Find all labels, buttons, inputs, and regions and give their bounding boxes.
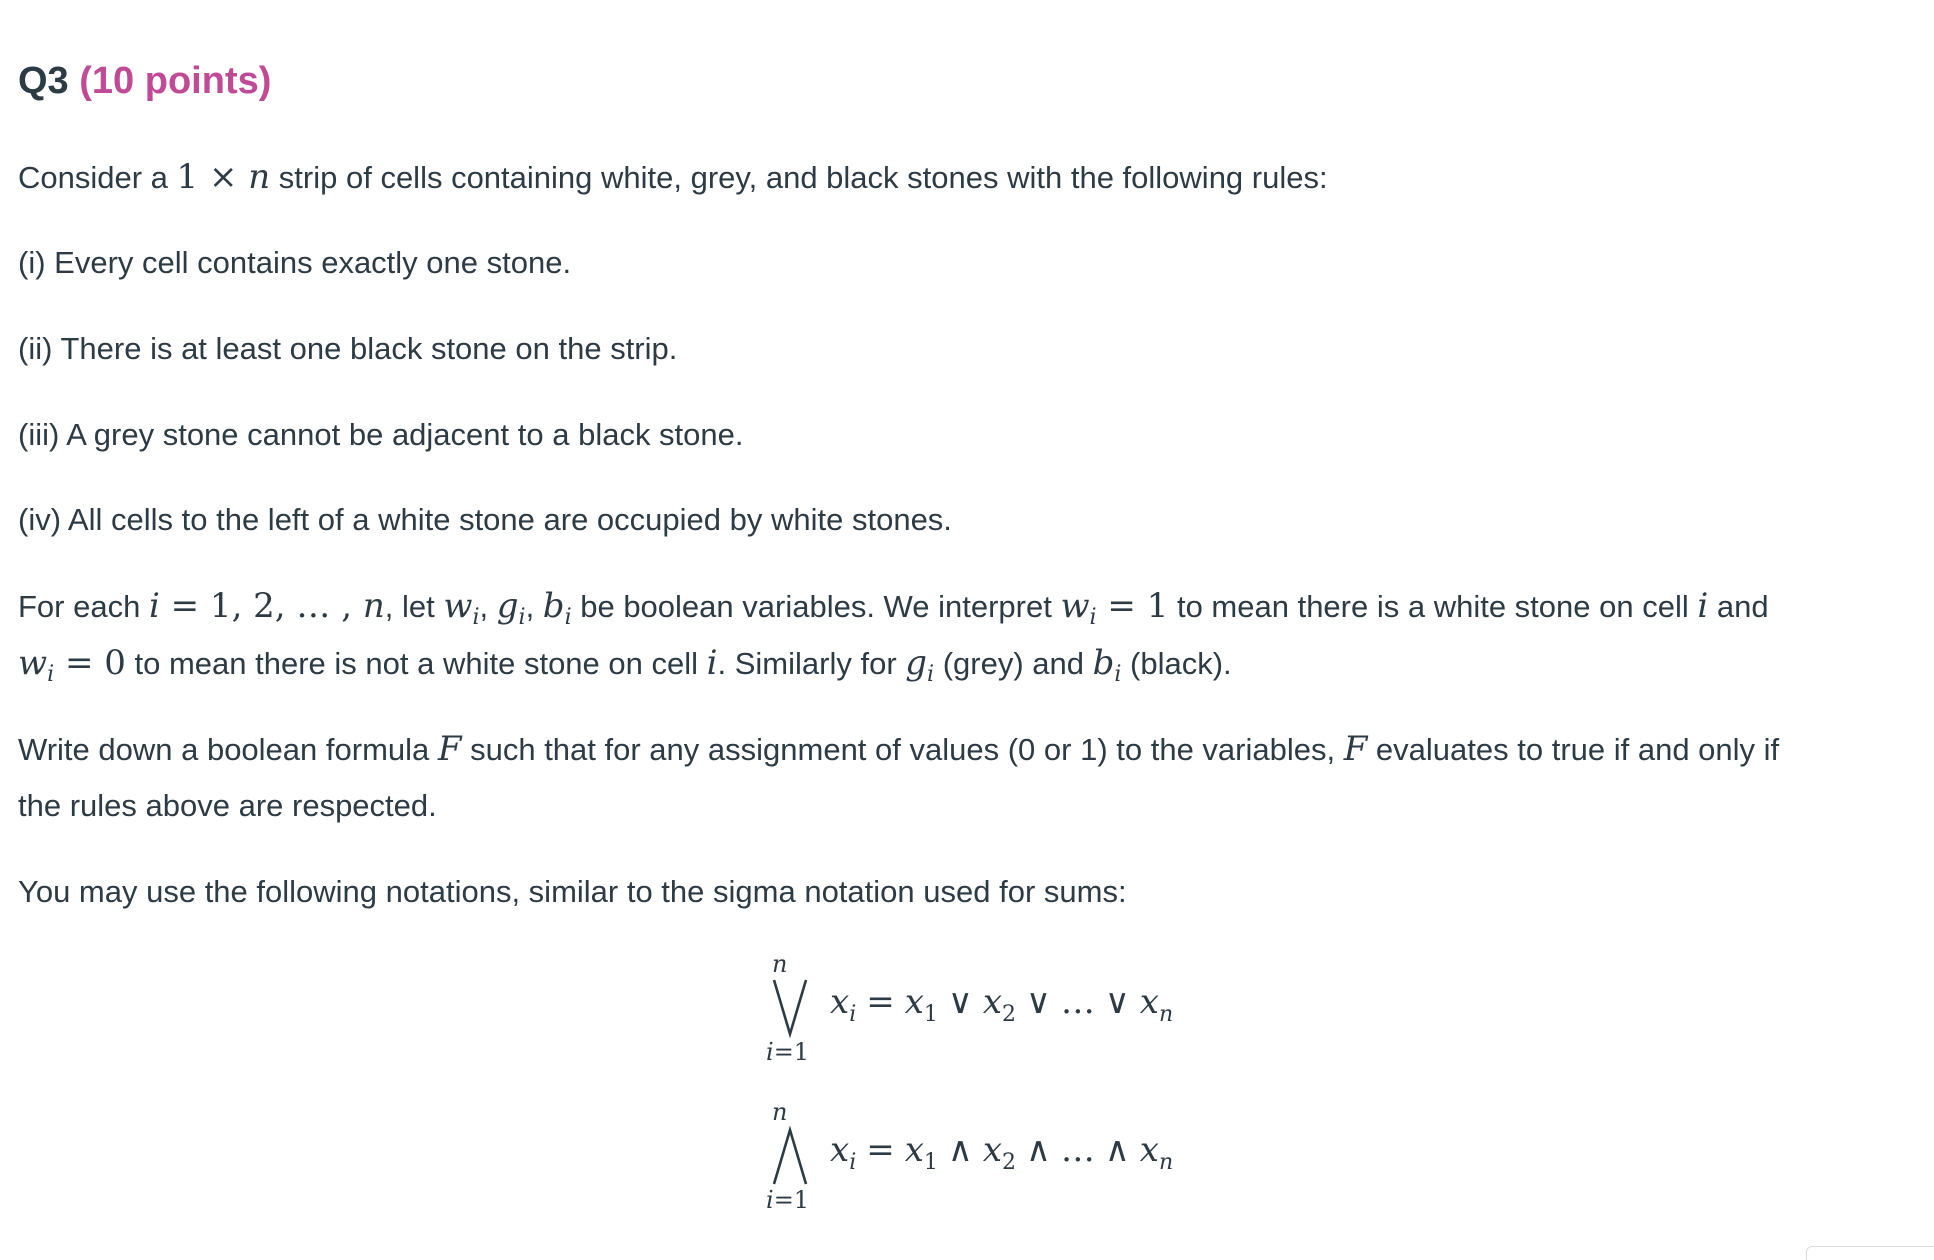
var-w-i: $w_i$ [443, 586, 480, 630]
task-text: such that for any assignment of values (0 or 1) to the variables, [461, 732, 1344, 767]
interp-math-range: = 1, 2, … , [159, 586, 363, 626]
interp-math-i: i [706, 643, 718, 683]
var-b-i: $b_i$ [542, 586, 572, 630]
intro-math-times: × [198, 157, 249, 197]
notation-intro: You may use the following notations, similar to the sigma notation used for sums: [18, 874, 1127, 909]
var-w-i: $w_i$ [1060, 586, 1097, 630]
corner-widget[interactable] [1806, 1246, 1934, 1260]
rule-4: (iv) All cells to the left of a white stone are occupied by white stones. [18, 502, 952, 537]
task-line-1 [18, 720, 1779, 779]
intro-text-1: Consider a [18, 160, 177, 195]
big-and-upper-limit: n [772, 1098, 788, 1126]
question-points: (10 points) [79, 60, 272, 102]
interp-text: , let [384, 589, 444, 624]
intro-math-n: n [248, 157, 271, 197]
interp-eq-zero: = 0 [54, 643, 126, 683]
big-or-expansion: $x_i = x_1$ ∨ $x_2$ ∨ … ∨ $x_n$ [830, 982, 1174, 1027]
var-g-i: $g_i$ [496, 586, 526, 630]
interp-text: (black). [1121, 646, 1232, 681]
var-b-i: $b_i$ [1092, 643, 1122, 687]
big-or-symbol [772, 978, 808, 1038]
big-or-formula [752, 950, 1222, 1070]
interp-math-n: n [362, 586, 385, 626]
intro-text-2: strip of cells containing white, grey, and black stones with the following rules: [270, 160, 1328, 195]
big-or-upper-limit: n [772, 950, 788, 978]
interp-text: . Similarly for [717, 646, 906, 681]
var-w-i: $w_i$ [18, 643, 55, 687]
interp-text: be boolean variables. We interpret [571, 589, 1061, 624]
intro-paragraph [18, 148, 1328, 207]
formula-F: F [437, 729, 462, 769]
var-g-i: $g_i$ [905, 643, 935, 687]
big-or-lower-limit: i=1 [766, 1038, 810, 1066]
task-text: evaluates to true if and only if [1367, 732, 1780, 767]
rule-2: (ii) There is at least one black stone on the strip. [18, 331, 678, 366]
formula-F: F [1343, 729, 1368, 769]
interp-eq-one: = 1 [1096, 586, 1169, 626]
big-and-symbol [772, 1126, 808, 1186]
task-line-2: the rules above are respected. [18, 788, 437, 823]
interp-math-i: i [1697, 586, 1709, 626]
interp-text: (grey) and [934, 646, 1093, 681]
interpretation-line-2 [18, 634, 1232, 704]
question-label: Q3 [18, 60, 69, 102]
big-and-formula [752, 1098, 1222, 1218]
big-and-lower-limit: i=1 [766, 1186, 810, 1214]
rule-1: (i) Every cell contains exactly one stone. [18, 245, 572, 280]
rule-3: (iii) A grey stone cannot be adjacent to a black stone. [18, 417, 744, 452]
interp-text: For each [18, 589, 149, 624]
interp-text: to mean there is not a white stone on cell [125, 646, 707, 681]
interp-math-i: i [148, 586, 160, 626]
question-heading [18, 60, 271, 103]
big-and-expansion: $x_i = x_1$ ∧ $x_2$ ∧ … ∧ $x_n$ [830, 1130, 1174, 1175]
interp-comma: , [479, 589, 497, 624]
interp-text: to mean there is a white stone on cell [1168, 589, 1698, 624]
interp-comma: , [525, 589, 543, 624]
interp-text: and [1708, 589, 1769, 624]
task-text: Write down a boolean formula [18, 732, 438, 767]
intro-math-one: 1 [176, 157, 199, 197]
